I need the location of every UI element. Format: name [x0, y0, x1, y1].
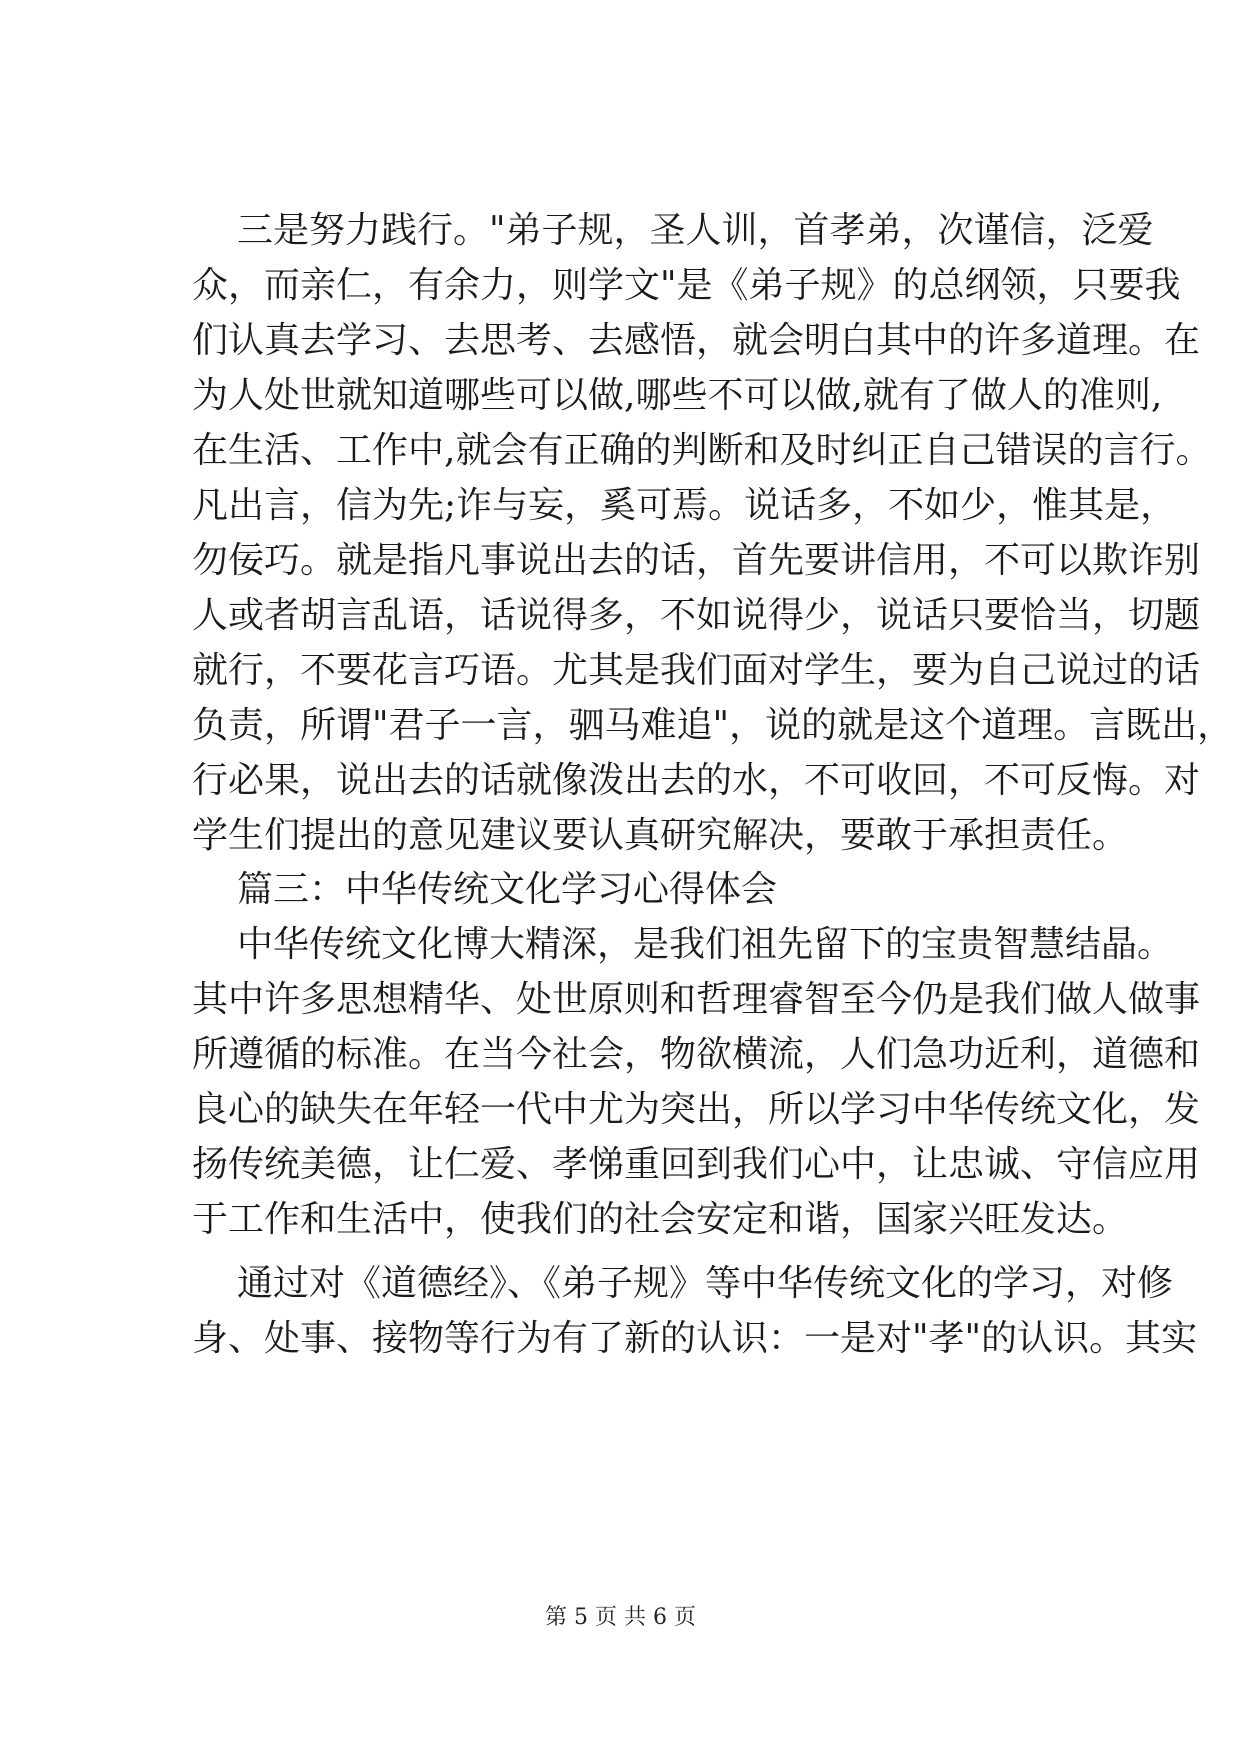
paragraph-line: 所遵循的标准。在当今社会，物欲横流，人们急功近利，道德和	[192, 1034, 1201, 1075]
paragraph-line: 众，而亲仁，有余力，则学文"是《弟子规》的总纲领，只要我	[192, 265, 1181, 306]
paragraph-line: 行必果，说出去的话就像泼出去的水，不可收回，不可反悔。对	[192, 760, 1201, 801]
paragraph-line: 学生们提出的意见建议要认真研究解决，要敢于承担责任。	[192, 815, 1129, 856]
paragraph-line: 负责，所谓"君子一言，驷马难追"，说的就是这个道理。言既出，	[192, 705, 1234, 746]
paragraph-line: 扬传统美德，让仁爱、孝悌重回到我们心中，让忠诚、守信应用	[192, 1144, 1201, 1185]
paragraph-line: 中华传统文化博大精深，是我们祖先留下的宝贵智慧结晶。	[237, 924, 1174, 965]
paragraph-line: 其中许多思想精华、处世原则和哲理睿智至今仍是我们做人做事	[192, 979, 1201, 1020]
paragraph-line: 就行，不要花言巧语。尤其是我们面对学生，要为自己说过的话	[192, 650, 1201, 691]
paragraph-line: 良心的缺失在年轻一代中尤为突出，所以学习中华传统文化，发	[192, 1089, 1201, 1130]
page-number: 第 5 页 共 6 页	[545, 1605, 696, 1630]
paragraph-line: 三是努力践行。"弟子规，圣人训，首孝弟，次谨信，泛爱	[237, 210, 1154, 251]
paragraph-line: 勿佞巧。就是指凡事说出去的话，首先要讲信用，不可以欺诈别	[192, 540, 1201, 581]
paragraph-line: 凡出言，信为先;诈与妄，奚可焉。说话多，不如少，惟其是，	[192, 485, 1177, 526]
paragraph-line: 为人处世就知道哪些可以做,哪些不可以做,就有了做人的准则,	[192, 375, 1163, 416]
paragraph-line: 人或者胡言乱语，话说得多，不如说得少，说话只要恰当，切题	[192, 595, 1201, 636]
paragraph-line: 身、处事、接物等行为有了新的认识：一是对"孝"的认识。其实	[192, 1318, 1198, 1359]
paragraph-line: 们认真去学习、去思考、去感悟，就会明白其中的许多道理。在	[192, 320, 1201, 361]
paragraph-line: 于工作和生活中，使我们的社会安定和谐，国家兴旺发达。	[192, 1199, 1129, 1240]
paragraph-line: 通过对《道德经》、《弟子规》等中华传统文化的学习，对修	[237, 1263, 1174, 1304]
section-heading: 篇三：中华传统文化学习心得体会	[237, 869, 778, 910]
paragraph-line: 在生活、工作中,就会有正确的判断和及时纠正自己错误的言行。	[192, 430, 1212, 471]
